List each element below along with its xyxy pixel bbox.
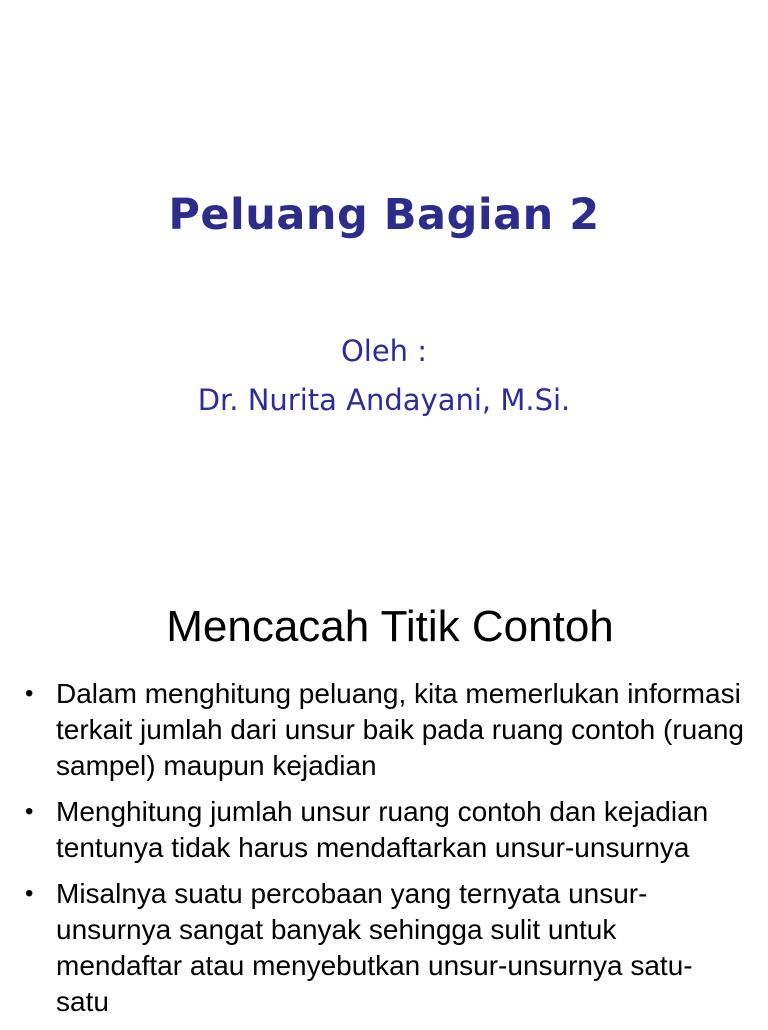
bullet-text: Menghitung jumlah unsur ruang contoh dan kejadian tentunya tidak harus mendaftarkan unsur-unsurnya [56, 796, 709, 863]
bullet-text: Misalnya suatu percobaan yang ternyata unsur-unsurnya sangat banyak sehingga sulit untuk mendaftar atau menyebutkan unsur-unsurnya satu-satu [56, 878, 693, 1017]
byline-label: Oleh : [340, 334, 428, 368]
bullet-icon: • [25, 680, 34, 707]
slide-title: Peluang Bagian 2 [168, 190, 600, 240]
section-heading: Mencacah Titik Contoh [166, 602, 614, 651]
author-name: Dr. Nurita Andayani, M.Si. [197, 383, 571, 417]
list-item [25, 876, 745, 1020]
list-item [25, 676, 745, 784]
bullet-list [25, 676, 745, 1030]
bullet-icon: • [25, 798, 34, 825]
list-item [25, 794, 745, 866]
bullet-text: Dalam menghitung peluang, kita memerlukan informasi terkait jumlah dari unsur baik pada ruang contoh (ruang sampel) maupun kejadian [56, 678, 744, 781]
bullet-icon: • [25, 880, 34, 907]
